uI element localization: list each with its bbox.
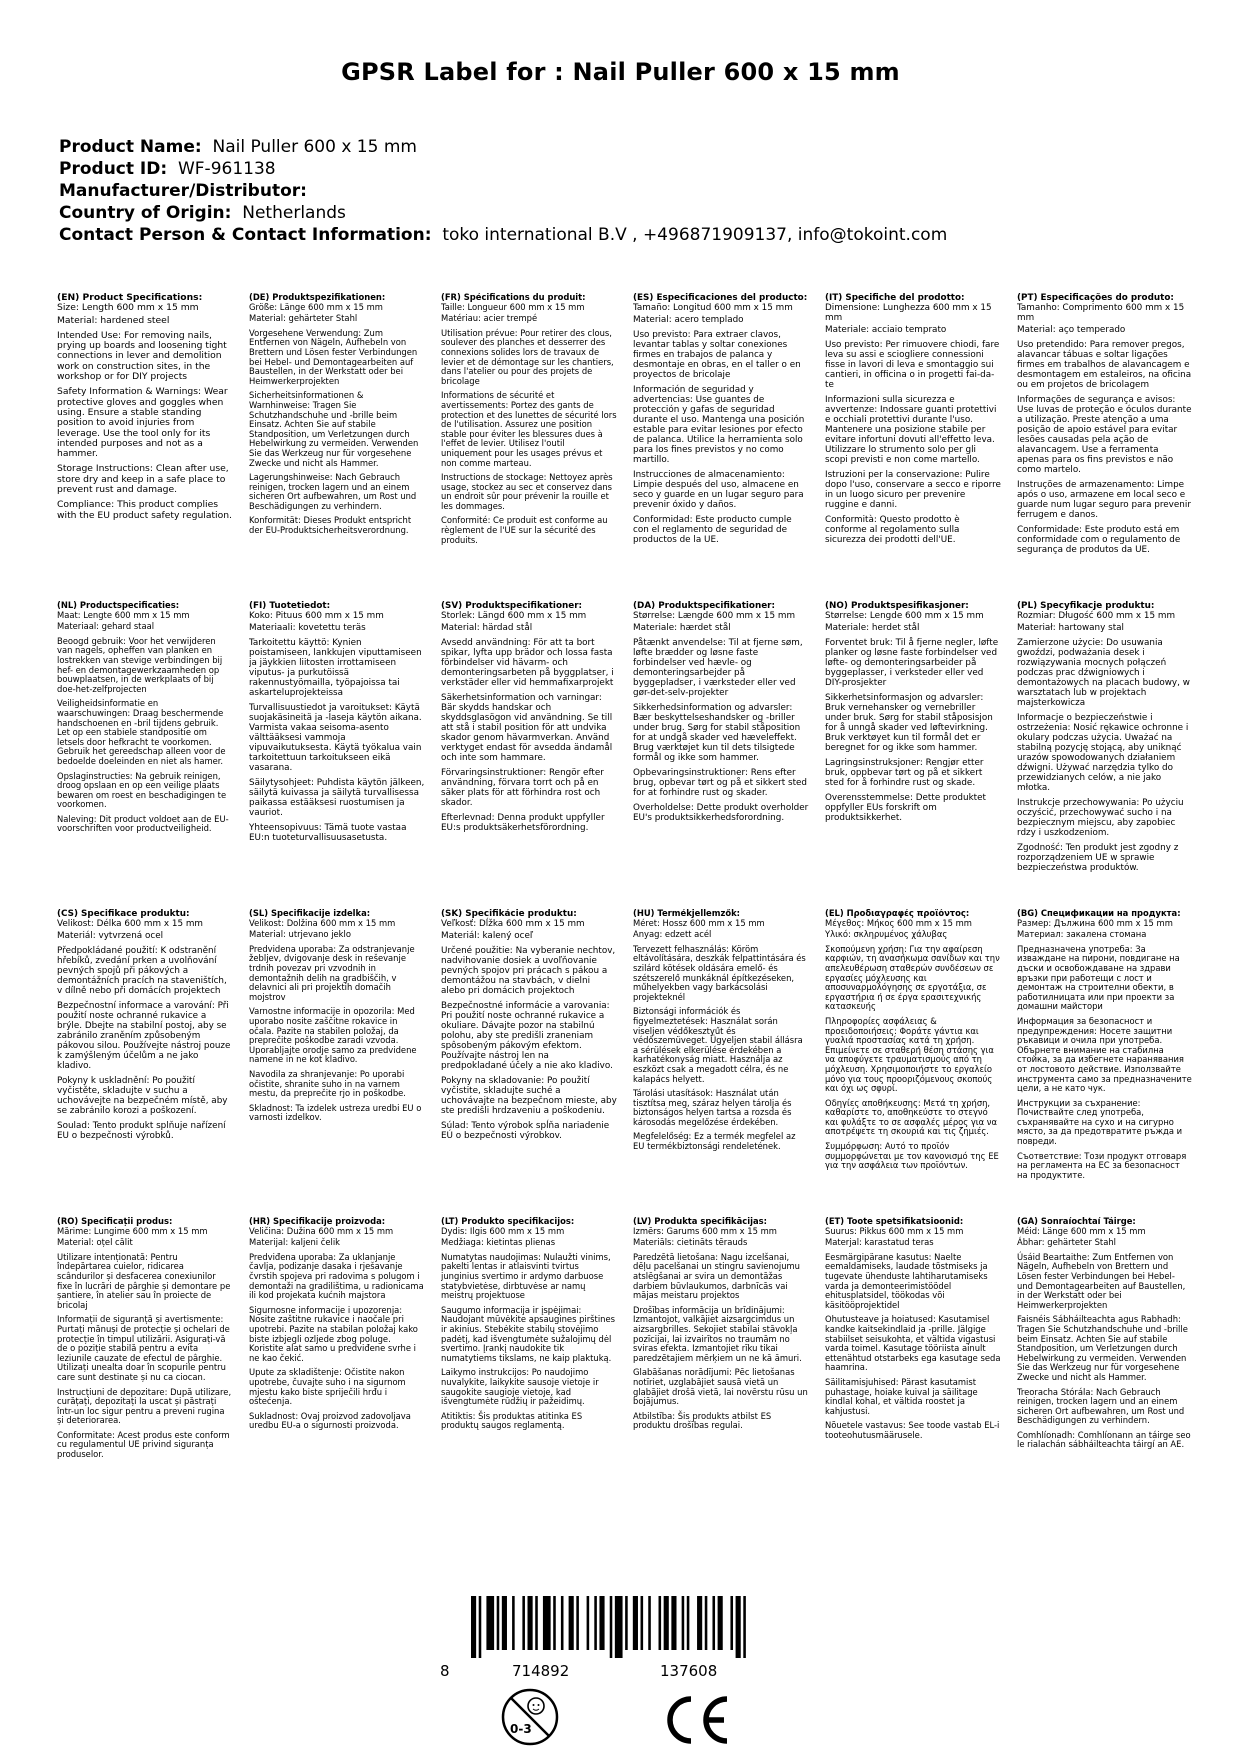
block-line: Velikost: Dolžina 600 mm x 15 mm <box>249 917 396 928</box>
block-heading: (SL) Specifikacije izdelka: <box>249 909 371 918</box>
block-line: Istruzioni per la conservazione: Pulire dopo l'uso, conservare a secco e riporre in un luogo sicuro per prevenire ruggine e danni. <box>825 470 1001 510</box>
block-line: Anyag: edzett acél <box>633 929 712 940</box>
block-line: Påtænkt anvendelse: Til at fjerne søm, løfte brædder og løsne faste forbindelser ved hævle- og demonteringsarbejder på byggepladser, i værksteder eller ved gør-det-selv-projekter <box>633 638 803 698</box>
block-line: Información de seguridad y advertencias: Use guantes de protección y gafas de seguridad durante el uso. Mantenga una posición estable para evitar lesiones por efecto de palanca. Utilice la herramienta solo para los fines previstos y no como martillo. <box>633 385 805 465</box>
block-line: Instrukcje przechowywania: Po użyciu oczyścić, przechowywać sucho i na bezpiecznym miejscu, aby zapobiec rdzy i uszkodzeniom. <box>1017 798 1184 838</box>
block-line: Opslaginstructies: Na gebruik reinigen, droog opslaan en op een veilige plaats bewaren om roest en beschadigingen te voorkomen. <box>57 770 227 810</box>
block-line: Material: aço temperado <box>1017 325 1126 335</box>
barcode-bar <box>610 1596 613 1658</box>
block-line: Materiál: vytvrzená ocel <box>57 931 164 941</box>
block-line: Opbevaringsinstruktioner: Rens efter brug, opbevar tørt og på et sikkert sted for at forhindre rust og skader. <box>633 768 808 798</box>
block-line: Material: acero templado <box>633 315 744 325</box>
block-line: Uso previsto: Para extraer clavos, levantar tablas y soltar conexiones firmes en trabajos de palanca y desmontaje en obras, en el taller o en proyectos de bricolaje <box>633 330 801 380</box>
block-line: Lagerungshinweise: Nach Gebrauch reinigen, trocken lagern und an einem sicheren Ort aufbewahren, um Rost und Beschädigungen zu verhindern. <box>249 472 417 511</box>
contact-row <box>59 224 947 246</box>
block-heading: (ES) Especificaciones del producto: <box>633 293 808 303</box>
block-line: Pokyny k uskladnění: Po použití vyčistěte, skladujte v suchu a uchovávejte na bezpečném místě, aby se zabránilo korozi a poškození. <box>57 1076 228 1116</box>
block-line: Drošības informācija un brīdinājumi: Izmantojot, valkājiet aizsargcimdus un aizsargbrilles. Sekojiet stabilai stāvokļa pozīcijai, lai izvairītos no traumām no sviras efekta. Izmantojiet rīku tikai paredzētajiem mērķiem un ne kā āmuri. <box>633 1304 802 1363</box>
block-line: Størrelse: Lengde 600 mm x 15 mm <box>825 611 984 621</box>
language-block <box>1017 909 1193 1217</box>
block-line: Úsáid Beartaithe: Zum Entfernen von Nägeln, Aufhebeln von Brettern und Lösen fester Verbindungen bei Hebel- und Demontagearbeiten auf Baustellen, in der Werkstatt oder bei Heimwerkerprojekten <box>1017 1251 1186 1310</box>
barcode-bar <box>479 1596 482 1658</box>
block-line: Informazioni sulla sicurezza e avvertenze: Indossare guanti protettivi e occhiali protettivi durante l'uso. Mantenere una posizione stabile per evitare infortuni dovuti all'effetto leva. Utilizzare lo strumento solo per gli scopi previsti e non come martello. <box>825 395 997 465</box>
block-line: Предназначена употреба: За изваждане на пирони, повдигане на дъски и освобождаване на здрави връзки при работещи с лост и демонтаж на строителни обекти, в работилницата или при проекти за домашни майстори <box>1017 943 1180 1012</box>
block-heading: (ET) Toote spetsifikatsioonid: <box>825 1217 964 1226</box>
barcode-bar <box>659 1596 662 1650</box>
language-block <box>1017 601 1193 909</box>
block-line: Glabāšanas norādījumi: Pēc lietošanas notīriet, uzglabājiet sausā vietā un glabājiet drošā vietā, lai novērstu rūsu un bojājumus. <box>633 1367 808 1407</box>
block-line: Beoogd gebruik: Voor het verwijderen van nagels, opheffen van planken en lostrekken van stevige verbindingen bij hef- en demontagewerkzaamheden op bouwplaatsen, in de werkplaats of bij doe-het-zelfprojecten <box>57 635 223 694</box>
block-line: Informacje o bezpieczeństwie i ostrzeżenia: Nosić rękawice ochronne i okulary podczas użycia. Uważać na stabilną pozycję stojącą, aby uniknąć urazów spowodowanych działaniem dźwigni. Używać narzędzia tylko do przewidzianych celów, a nie jako młotka. <box>1017 713 1189 793</box>
block-line: Zamierzone użycie: Do usuwania gwoździ, podważania desek i rozwiązywania mocnych połączeń podczas prac dźwigniowych i demontażowych na placach budowy, w warsztatach lub w projektach majsterkowicza <box>1017 638 1190 708</box>
block-line: Bezpečnostné informácie a varovania: Pri použití noste ochranné rukavice a okuliare. Dávajte pozor na stabilnú polohu, aby ste predišli zraneniam spôsobeným pákovým efektom. Používajte nástroj len na predpokladané účely a nie ako kladivo. <box>441 1001 613 1071</box>
block-line: Maat: Lengte 600 mm x 15 mm <box>57 609 190 620</box>
manufacturer-label: Manufacturer/Distributor: <box>59 181 307 201</box>
language-block <box>57 601 233 909</box>
block-line: Compliance: This product complies with the EU product safety regulation. <box>57 499 232 521</box>
not-suitable-0-3-years-icon <box>500 1687 560 1747</box>
block-heading: (FI) Tuotetiedot: <box>249 601 331 611</box>
block-line: Dydis: Ilgis 600 mm x 15 mm <box>441 1225 565 1236</box>
block-line: Instrucciones de almacenamiento: Limpie después del uso, almacene en seco y guarde en un lugar seguro para prevenir óxido y daños. <box>633 470 804 510</box>
block-line: Съответствие: Този продукт отговаря на регламента на ЕС за безопасност на продуктите. <box>1017 1150 1187 1180</box>
block-line: Conformidade: Este produto está em conformidade com o regulamento de segurança de produtos da UE. <box>1017 525 1181 555</box>
block-line: Sicherheitsinformationen & Warnhinweise: Tragen Sie Schutzhandschuhe und -brille beim Einsatz. Achten Sie auf stabile Standposition, um Verletzungen durch Hebelwirkung zu vermeiden. Verwenden Sie das Werkzeug nur für vorgesehene Zwecke und nicht als Hammer. <box>249 390 419 468</box>
block-line: Material: härdad stål <box>441 623 533 633</box>
block-line: Materiał: hartowany stal <box>1017 623 1124 633</box>
barcode-bar <box>743 1596 746 1658</box>
block-line: Storage Instructions: Clean after use, store dry and keep in a safe place to prevent rust and damage. <box>57 463 229 496</box>
block-line: Size: Length 600 mm x 15 mm <box>57 302 199 314</box>
block-line: Informații de siguranță și avertismente: Purtați mănuși de protecție și ochelari de protecție în timpul utilizării. Asigurați-vă de o poziție stabilă pentru a evita leziunile cauzate de efectul de pârghie. Utilizați unealta doar în scopurile pentru care sunt destinate și nu ca ciocan. <box>57 1314 230 1382</box>
language-block <box>1017 293 1193 601</box>
block-line: Předpokládané použití: K odstranění hřebíků, zvedání prken a uvolňování pevných spojů při pákových a demontážních pracích na staveništích, v dílně nebo při domácích projektech <box>57 946 227 996</box>
block-line: Material: oțel călit <box>57 1237 133 1248</box>
block-heading: (NL) Productspecificaties: <box>57 601 180 610</box>
block-heading: (LT) Produkto specifikacijos: <box>441 1217 575 1226</box>
block-line: Μέγεθος: Μήκος 600 mm x 15 mm <box>825 917 972 928</box>
language-block <box>57 909 233 1217</box>
block-heading: (GA) Sonraíochtaí Táirge: <box>1017 1217 1136 1226</box>
block-line: Materiál: kalený oceľ <box>441 931 534 941</box>
block-line: Navodila za shranjevanje: Po uporabi očistite, shranite suho in na varnem mestu, da preprečite rjo in poškodbe. <box>249 1068 406 1099</box>
barcode-bar <box>561 1596 564 1650</box>
block-heading: (RO) Specificații produs: <box>57 1217 173 1226</box>
block-line: Paredzētā lietošana: Nagu izcelšanai, dēļu pacelšanai un stingru savienojumu atslēgšanai ar svira un demontāžas darbiem būvlaukumos, darbnīcās vai mājas meistaru projektos <box>633 1251 800 1301</box>
barcode-bar <box>718 1596 723 1650</box>
block-line: Atitiktis: Šis produktas atitinka ES produktų saugos reglamentą. <box>441 1410 583 1431</box>
block-line: Instructions de stockage: Nettoyez après usage, stockez au sec et conservez dans un endroit sûr pour prévenir la rouille et les dommages. <box>441 472 613 511</box>
barcode-bar <box>543 1596 551 1650</box>
language-blocks-grid <box>57 293 1195 1525</box>
block-line: Instrucțiuni de depozitare: După utilizare, curățați, depozitați la uscat și păstrați într-un loc sigur pentru a preveni rugina și deteriorarea. <box>57 1386 232 1426</box>
block-heading: (SV) Produktspecifikationer: <box>441 601 583 611</box>
barcode-bar <box>697 1596 702 1650</box>
barcode-bar <box>625 1596 628 1650</box>
block-line: Größe: Länge 600 mm x 15 mm <box>249 301 383 312</box>
block-line: Velikost: Délka 600 mm x 15 mm <box>57 919 203 929</box>
block-heading: (SK) Špecifikácie produktu: <box>441 909 577 919</box>
language-block <box>441 601 617 909</box>
block-heading: (PT) Especificações do produto: <box>1017 293 1174 303</box>
language-block <box>249 293 425 601</box>
block-line: Naleving: Dit product voldoet aan de EU-voorschriften voor productveiligheid. <box>57 813 229 834</box>
block-line: Förvaringsinstruktioner: Rengör efter användning, förvara torrt och på en säker plats för att förhindra rost och skador. <box>441 768 604 808</box>
barcode-bar <box>705 1596 708 1650</box>
block-line: Dimensione: Lunghezza 600 mm x 15 mm <box>825 303 992 323</box>
block-line: Overholdelse: Dette produkt overholder EU's produktsikkerhedsforordning. <box>633 803 809 823</box>
block-line: Размер: Дължина 600 mm x 15 mm <box>1017 917 1173 928</box>
barcode-bar <box>587 1596 590 1650</box>
age-range-text: 0-3 <box>510 1722 532 1736</box>
block-heading: (LV) Produkta specifikācijas: <box>633 1217 767 1226</box>
block-line: Lagringsinstruksjoner: Rengjør etter bruk, oppbevar tørt og på et sikkert sted for å forhindre rust og skade. <box>825 758 984 788</box>
ce-mark-icon <box>660 1693 732 1747</box>
block-line: Saugumo informacija ir įspėjimai: Naudojant mūvėkite apsaugines pirštines ir akinius. Stebėkite stabilų stovėjimo padėtį, kad išvengtumėte sužalojimų dėl svertimo. Įrankį naudokite tik numatytiems tikslams, ne kaip plaktuką. <box>441 1304 615 1363</box>
block-line: Nõuetele vastavus: See toode vastab EL-i tooteohutusmäärusele. <box>825 1420 1000 1440</box>
country-value: Netherlands <box>242 203 346 223</box>
block-line: Инструкции за съхранение: Почиствайте след употреба, съхранявайте на сухо и на сигурно място, за да предотвратите ръжда и повреди. <box>1017 1097 1183 1147</box>
block-line: Tervezett felhasználás: Köröm eltávolítására, deszkák felpattintására és szilárd kötések oldására emelő- és szétszerelő munkáknál építkezéseken, műhelyekben vagy barkácsolási projekteknél <box>633 943 806 1002</box>
block-line: Vorgesehene Verwendung: Zum Entfernen von Nägeln, Aufhebeln von Brettern und Lösen fester Verbindungen bei Hebel- und Demontagearbeiten auf Baustellen, in der Werkstatt oder bei Heimwerkerprojekten <box>249 327 418 386</box>
country-row <box>59 202 947 224</box>
block-line: Varnostne informacije in opozorila: Med uporabo nosite zaščitne rokavice in očala. Pazite na stabilen položaj, da preprečite poškodbe zaradi vzvoda. Uporabljajte orodje samo za predvidene namene in ne kot kladivo. <box>249 1006 417 1065</box>
block-line: Οδηγίες αποθήκευσης: Μετά τη χρήση, καθαρίστε το, αποθηκεύστε το στεγνό και φυλάξτε το σε ασφαλές μέρος για να αποτρέψετε τη σκουριά και τις ζημιές. <box>825 1097 998 1137</box>
block-line: Megfelelőség: Ez a termék megfelel az EU termékbiztonsági rendeletének. <box>633 1131 796 1152</box>
language-block <box>441 909 617 1217</box>
block-line: Určené použitie: Na vyberanie nechtov, nadvihovanie dosiek a uvoľňovanie pevných spojov pri prácach s pákou a demontážou na stavbách, v dielni alebo pri domácich projektoch <box>441 946 616 996</box>
barcode-bar <box>569 1596 574 1650</box>
barcode-digits-left: 714892 <box>512 1662 570 1680</box>
block-line: Eesmärgipärane kasutus: Naelte eemaldamiseks, laudade tõstmiseks ja tugevate ühenduste lahtiharutamiseks varda ja demonteerimistöödel ehitusplatsidel, töökodas või käsitööprojektidel <box>825 1251 988 1310</box>
block-line: Materjal: karastatud teras <box>825 1237 934 1248</box>
block-line: Efterlevnad: Denna produkt uppfyller EU:s produktsäkerhetsförordning. <box>441 813 605 833</box>
block-line: Materiale: acciaio temprato <box>825 325 947 335</box>
block-line: Taille: Longueur 600 mm x 15 mm <box>441 301 585 312</box>
barcode-digits-right: 137608 <box>660 1662 718 1680</box>
block-line: Sigurnosne informacije i upozorenja: Nosite zaštitne rukavice i naočale pri upotrebi. Pazite na stabilan položaj kako biste izbjegli ozljede zbog poluge. Koristite alat samo u predviđene svrhe i ne kao čekić. <box>249 1304 418 1363</box>
barcode-bar <box>664 1596 669 1650</box>
block-line: Suurus: Pikkus 600 mm x 15 mm <box>825 1225 964 1236</box>
block-heading: (EL) Προδιαγραφές προϊόντος: <box>825 909 970 918</box>
manufacturer-row <box>59 180 947 202</box>
block-line: Informações de segurança e avisos: Use luvas de proteção e óculos durante a utilização. Preste atenção a uma posição de apoio estável para evitar lesões causadas pela ação de alavancagem. Use a ferramenta apenas para os fins previstos e não como martelo. <box>1017 395 1192 475</box>
block-line: Biztonsági információk és figyelmeztetések: Használat során viseljen védőkesztyűt és védőszemüveget. Ügyeljen stabil állásra a sérülések elkerülése érdekében a karhatékonyság miatt. Használja az eszközt csak a megadott célra, és ne kalapács helyett. <box>633 1006 803 1084</box>
block-line: Sukladnost: Ovaj proizvod zadovoljava uredbu EU-a o sigurnosti proizvoda. <box>249 1410 411 1431</box>
language-block <box>249 601 425 909</box>
block-line: Atbilstība: Šis produkts atbilst ES produktu drošības regulai. <box>633 1410 772 1431</box>
language-block <box>825 293 1001 601</box>
block-line: Säilytysohjeet: Puhdista käytön jälkeen, säilytä kuivassa ja säilytä turvallisessa paikassa estääksesi ruostumisen ja vauriot. <box>249 778 425 818</box>
barcode-bar <box>528 1596 533 1650</box>
block-line: Materiaal: gehard staal <box>57 621 155 632</box>
block-line: Uso previsto: Per rimuovere chiodi, fare leva su assi e sciogliere connessioni fisse in lavori di leva e smontaggio sui cantieri, in officina o in progetti fai-da-te <box>825 340 1000 390</box>
contact-value: toko international B.V , +496871909137, info@tokoint.com <box>442 225 948 245</box>
block-line: Материал: закалена стомана <box>1017 929 1147 940</box>
block-line: Størrelse: Længde 600 mm x 15 mm <box>633 611 796 621</box>
barcode-bar <box>594 1596 597 1650</box>
block-heading: (BG) Спецификации на продукта: <box>1017 909 1181 918</box>
block-heading: (IT) Specifiche del prodotto: <box>825 293 965 303</box>
block-line: Säkerhetsinformation och varningar: Bär skydds handskar och skyddsglasögon vid användning. Se till att stå i stabil position för att undvika skador genom hävarmverkan. Använd verktyget endast för avsedda ändamål och inte som hammare. <box>441 693 613 763</box>
block-line: Intended Use: For removing nails, prying up boards and loosening tight connections in lever and demolition work on construction sites, in the workshop or for DIY projects <box>57 329 227 383</box>
barcode-bar <box>599 1596 604 1650</box>
block-line: Méret: Hossz 600 mm x 15 mm <box>633 917 765 928</box>
block-line: Predviđena uporaba: Za uklanjanje čavlja, podizanje dasaka i rješavanje čvrstih spojeva pri radovima s polugom i demontaži na gradilištima, u radionicama ili kod projekata kućnih majstora <box>249 1251 424 1301</box>
block-line: Predvidena uporaba: Za odstranjevanje žebljev, dvigovanje desk in reševanje trdnih povezav pri vzvodnih in demontažnih delih na gradbiščih, v delavnici ali pri projektih domačih mojstrov <box>249 943 415 1002</box>
block-line: Σκοπούμενη χρήση: Για την αφαίρεση καρφιών, τη ανασήκωμα σανίδων και την απελευθέρωση σταθερών συνδέσεων σε εργασίες μόχλευσης και αποσυναρμολόγησης σε εργοτάξια, σε εργαστήρια ή σε έργα ερασιτεχνικής κατασκευής <box>825 943 1000 1012</box>
block-line: Overensstemmelse: Dette produktet oppfyller EUs forskrift om produktsikkerhet. <box>825 793 986 823</box>
block-heading: (HU) Termékjellemzők: <box>633 909 741 918</box>
block-line: Comhlíonadh: Comhlíonann an táirge seo le rialachán sábháilteachta táirgí an AE. <box>1017 1429 1191 1450</box>
barcode-bar <box>682 1596 685 1650</box>
block-line: Conformidad: Este producto cumple con el reglamento de seguridad de productos de la UE. <box>633 515 792 545</box>
block-heading: (CS) Specifikace produktu: <box>57 909 190 919</box>
block-heading: (NO) Produktspesifikasjoner: <box>825 601 969 611</box>
block-heading: (HR) Specifikacije proizvoda: <box>249 1217 386 1226</box>
barcode-digit-prefix: 8 <box>440 1662 450 1680</box>
barcode-bar <box>497 1596 500 1650</box>
block-line: Material: utrjevano jeklo <box>249 929 351 940</box>
language-block <box>57 1217 233 1525</box>
block-heading: (FR) Spécifications du produit: <box>441 293 586 302</box>
language-block <box>825 601 1001 909</box>
language-block <box>633 293 809 601</box>
product-name-row <box>59 136 947 158</box>
language-block <box>249 1217 425 1525</box>
product-info <box>59 136 947 246</box>
block-line: Tamanho: Comprimento 600 mm x 15 mm <box>1017 303 1185 323</box>
block-line: Konformität: Dieses Produkt entspricht der EU-Produktsicherheitsverordnung. <box>249 515 412 536</box>
barcode-bar <box>512 1596 515 1650</box>
block-line: Soulad: Tento produkt splňuje nařízení EU o bezpečnosti výrobků. <box>57 1121 226 1141</box>
barcode <box>471 1596 751 1658</box>
block-heading: (PL) Specyfikacje produktu: <box>1017 601 1155 611</box>
block-line: Informations de sécurité et avertissements: Portez des gants de protection et des lunettes de sécurité lors de l'utilisation. Assurez une position stable pour éviter les blessures dues à l'effet de levier. Utilisez l'outil uniquement pour les usages prévus et non comme marteau. <box>441 390 617 468</box>
block-line: Material: gehärteter Stahl <box>249 313 358 324</box>
block-line: Numatytas naudojimas: Nulaužti vinims, pakelti lentas ir atlaisvinti tvirtus junginius svertimo ir ardymo darbuose statybvietėse, dirbtuvėse ar namų meistrų projektuose <box>441 1251 611 1301</box>
block-line: Materiale: hærdet stål <box>633 623 731 633</box>
block-line: Conformitate: Acest produs este conform cu regulamentul UE privind siguranța produselor. <box>57 1429 230 1460</box>
block-line: Uso pretendido: Para remover pregos, alavancar tábuas e soltar ligações firmes em trabalhos de alavancagem e desmontagem em estaleiros, na oficina ou em projetos de bricolagem <box>1017 340 1192 390</box>
barcode-bar <box>671 1596 676 1650</box>
barcode-bar <box>553 1596 556 1650</box>
block-line: Storlek: Längd 600 mm x 15 mm <box>441 611 587 621</box>
block-line: Πληροφορίες ασφάλειας & προειδοποιήσεις: Φοράτε γάντια και γυαλιά προστασίας κατά τη χρήση. Επιμείνετε σε σταθερή θέση στάσης για να αποφύγετε τραυματισμούς από τη μόχλευση. Χρησιμοποιήστε το εργαλείο μόνο για τους προοριζόμενους σκοπούς και όχι ως σφυρί. <box>825 1015 994 1094</box>
block-line: Avsedd användning: För att ta bort spikar, lyfta upp brädor och lossa fasta förbindelser vid hävarm- och demonteringsarbeten på byggplatser, i verkstäder eller vid hemmafixarprojekt <box>441 638 614 688</box>
product-name-value: Nail Puller 600 x 15 mm <box>212 137 417 157</box>
block-line: Materiale: herdet stål <box>825 623 920 633</box>
block-line: Utilizare intenționată: Pentru îndepărtarea cuielor, ridicarea scândurilor și desfacerea conexiunilor fixe în lucrări de pârghie și demontare pe șantiere, în atelier sau în proiecte de bricolaj <box>57 1251 231 1310</box>
product-id-label: Product ID: <box>59 159 168 179</box>
barcode-bar <box>641 1596 644 1650</box>
barcode-bar <box>576 1596 579 1650</box>
language-block <box>441 293 617 601</box>
block-line: Veličina: Dužina 600 mm x 15 mm <box>249 1225 394 1236</box>
block-line: Bezpečnostní informace a varování: Při použití noste ochranné rukavice a brýle. Dbejte na stabilní postoj, aby se zabránilo zraněním způsobeným pákovou silou. Používejte nástroj pouze k zamýšleným účelům a ne jako kladivo. <box>57 1001 231 1071</box>
block-heading: (DA) Produktspecifikationer: <box>633 601 776 611</box>
block-line: Safety Information & Warnings: Wear protective gloves and goggles when using. Ensure a stable standing position to avoid injuries from leverage. Use the tool only for its intended purposes and not as a hammer. <box>57 386 228 460</box>
country-label: Country of Origin: <box>59 203 232 223</box>
barcode-bar <box>687 1596 690 1650</box>
language-block <box>633 601 809 909</box>
block-line: Materijal: kaljeni čelik <box>249 1237 341 1248</box>
language-block <box>1017 1217 1193 1525</box>
barcode-bar <box>535 1596 538 1650</box>
page-title: GPSR Label for : Nail Puller 600 x 15 mm <box>341 58 900 86</box>
barcode-bar <box>502 1596 507 1650</box>
block-line: Ohutusteave ja hoiatused: Kasutamisel kandke kaitsekindlaid ja -prille. Jälgige stabiilset seisukohta, et vältida vigastusi varda toimel. Kasutage tööriista ainult ettenähtud otstarbeks ega kasutage seda haamrina. <box>825 1314 1001 1373</box>
block-line: Ábhar: gehärteter Stahl <box>1017 1237 1116 1248</box>
block-line: Laikymo instrukcijos: Po naudojimo nuvalykite, laikykite sausoje vietoje ir saugokite saugioje vietoje, kad išvengtumėte rūdžių ir pažeidimų. <box>441 1367 599 1407</box>
block-line: Yhteensopivuus: Tämä tuote vastaa EU:n tuoteturvallisuusasetusta. <box>249 823 407 843</box>
block-line: Veiligheidsinformatie en waarschuwingen: Draag beschermende handschoenen en -bril tijdens gebruik. Let op een stabiele standpositie om letsels door hefkracht te voorkomen. Gebruik het gereedschap alleen voor de bedoelde doeleinden en niet als hamer. <box>57 698 226 766</box>
barcode-bar <box>633 1596 638 1650</box>
barcode-bar <box>522 1596 525 1650</box>
block-line: Materiaali: kovetettu teräs <box>249 623 366 633</box>
language-block <box>633 909 809 1217</box>
block-line: Koko: Pituus 600 mm x 15 mm <box>249 611 384 621</box>
block-line: Izmērs: Garums 600 mm x 15 mm <box>633 1225 777 1236</box>
block-line: Tarkoitettu käyttö: Kynien poistamiseen, lankkujen viputtamiseen ja jäykkien liitosten irrottamiseen viputus- ja purkutöissä rakennustyömailla, työpajoissa tai askarteluprojekteissa <box>249 638 422 698</box>
block-line: Skladnost: Ta izdelek ustreza uredbi EU o varnosti izdelkov. <box>249 1102 422 1123</box>
barcode-bar <box>615 1596 623 1658</box>
block-line: Pokyny na skladovanie: Po použití vyčistite, skladujte suché a uchovávajte na bezpečnom mieste, aby ste predišli hrdzaveniu a poškodeniu. <box>441 1076 617 1116</box>
block-line: Medžiaga: kietintas plienas <box>441 1237 556 1248</box>
barcode-bar <box>486 1596 494 1650</box>
block-line: Mărime: Lungime 600 mm x 15 mm <box>57 1225 208 1236</box>
block-line: Conformité: Ce produit est conforme au règlement de l'UE sur la sécurité des produits. <box>441 515 608 545</box>
block-line: Faisnéis Sábháilteachta agus Rabhadh: Tragen Sie Schutzhandschuhe und -brille beim Einsatz. Achten Sie auf stabile Standposition, um Verletzungen durch Hebelwirkung zu vermeiden. Verwenden Sie das Werkzeug nur für vorgesehene Zwecke und nicht als Hammer. <box>1017 1314 1188 1382</box>
block-line: Material: hardened steel <box>57 314 170 326</box>
language-block <box>825 1217 1001 1525</box>
block-line: Upute za skladištenje: Očistite nakon upotrebe, čuvajte suho i na sigurnom mjestu kako biste spriječili hrđu i oštećenja. <box>249 1367 406 1407</box>
block-line: Информация за безопасност и предупреждения: Носете защитни ръкавици и очила при употреба. Обърнете внимание на стабилна стойка, за да избегнете наранявания от лостовото действие. Използвайте инструмента само за предназначените цели, а не като чук. <box>1017 1015 1192 1094</box>
block-line: Treoracha Stórála: Nach Gebrauch reinigen, trocken lagern und an einem sicheren Ort aufbewahren, um Rost und Beschädigungen zu verhindern. <box>1017 1386 1185 1426</box>
product-name-label: Product Name: <box>59 137 202 157</box>
block-line: Méid: Länge 600 mm x 15 mm <box>1017 1225 1146 1236</box>
block-line: Υλικό: σκληρυμένος χάλυβας <box>825 929 948 940</box>
language-block <box>825 909 1001 1217</box>
block-line: Forventet bruk: Til å fjerne negler, løfte planker og løsne faste forbindelser ved løfte- og demonteringsarbeider på byggeplasser, i verksteder eller ved DIY-prosjekter <box>825 638 999 688</box>
block-line: Materiāls: cietināts tērauds <box>633 1237 748 1248</box>
language-block <box>441 1217 617 1525</box>
block-line: Zgodność: Ten produkt jest zgodny z rozporządzeniem UE w sprawie bezpieczeństwa produktów. <box>1017 843 1179 873</box>
contact-label: Contact Person & Contact Information: <box>59 225 432 245</box>
block-line: Tárolási utasítások: Használat után tisztítsa meg, száraz helyen tárolja és biztonságos helyen tartsa a rozsda és károsodás megelőzése érdekében. <box>633 1088 792 1127</box>
block-line: Rozmiar: Długość 600 mm x 15 mm <box>1017 611 1176 621</box>
language-block <box>249 909 425 1217</box>
barcode-bar <box>712 1596 715 1650</box>
block-line: Sikkerhedsinformation og advarsler: Bær beskyttelseshandsker og -briller under brug. Sørg for stabil ståposition for at undgå skader ved hæveleffekt. Brug værktøjet kun til dets tilsigtede formål og ikke som hammer. <box>633 703 801 763</box>
barcode-bar <box>471 1596 476 1658</box>
barcode-bar <box>736 1596 741 1658</box>
block-line: Utilisation prévue: Pour retirer des clous, soulever des planches et desserrer des connexions solides lors de travaux de levier et de démontage sur les chantiers, dans l'atelier ou pour des projets de bricolage <box>441 327 614 386</box>
barcode-bar <box>730 1596 733 1650</box>
block-line: Säilitamisjuhised: Pärast kasutamist puhastage, hoiake kuival ja säilitage kindlal kohal, et vältida roostet ja kahjustusi. <box>825 1376 978 1416</box>
language-block <box>57 293 233 601</box>
block-line: Súlad: Tento výrobok spĺňa nariadenie EÚ o bezpečnosti výrobkov. <box>441 1121 610 1141</box>
language-block <box>633 1217 809 1525</box>
block-line: Matériau: acier trempé <box>441 313 538 324</box>
block-line: Veľkosť: Dĺžka 600 mm x 15 mm <box>441 919 585 929</box>
barcode-bar <box>648 1596 651 1650</box>
block-line: Sikkerhetsinformasjon og advarsler: Bruk vernehansker og vernebriller under bruk. Sørg for stabil ståposisjon for å unngå skader ved løftevirkning. Bruk verktøyet kun til formål det er beregnet for og ikke som hammer. <box>825 693 993 753</box>
block-line: Instruções de armazenamento: Limpe após o uso, armazene em local seco e guarde num lugar seguro para prevenir ferrugem e danos. <box>1017 480 1191 520</box>
block-line: Συμμόρφωση: Αυτό το προϊόν συμμορφώνεται με τον κανονισμό της ΕΕ για την ασφάλεια των προϊόντων. <box>825 1141 999 1171</box>
block-heading: (EN) Product Specifications: <box>57 293 203 303</box>
product-id-row <box>59 158 947 180</box>
block-line: Tamaño: Longitud 600 mm x 15 mm <box>633 303 793 313</box>
block-line: Turvallisuustiedot ja varoitukset: Käytä suojakäsineitä ja -laseja käytön aikana. Varmista vakaa seisoma-asento välttääksesi vammoja vipuvaikutuksesta. Käytä työkalua vain tarkoitettuun tarkoitukseen eikä vasarana. <box>249 703 422 773</box>
product-id-value: WF-961138 <box>177 159 276 179</box>
block-line: Conformità: Questo prodotto è conforme al regolamento sulla sicurezza dei prodotti dell'UE. <box>825 515 960 545</box>
block-heading: (DE) Produktspezifikationen: <box>249 293 386 302</box>
